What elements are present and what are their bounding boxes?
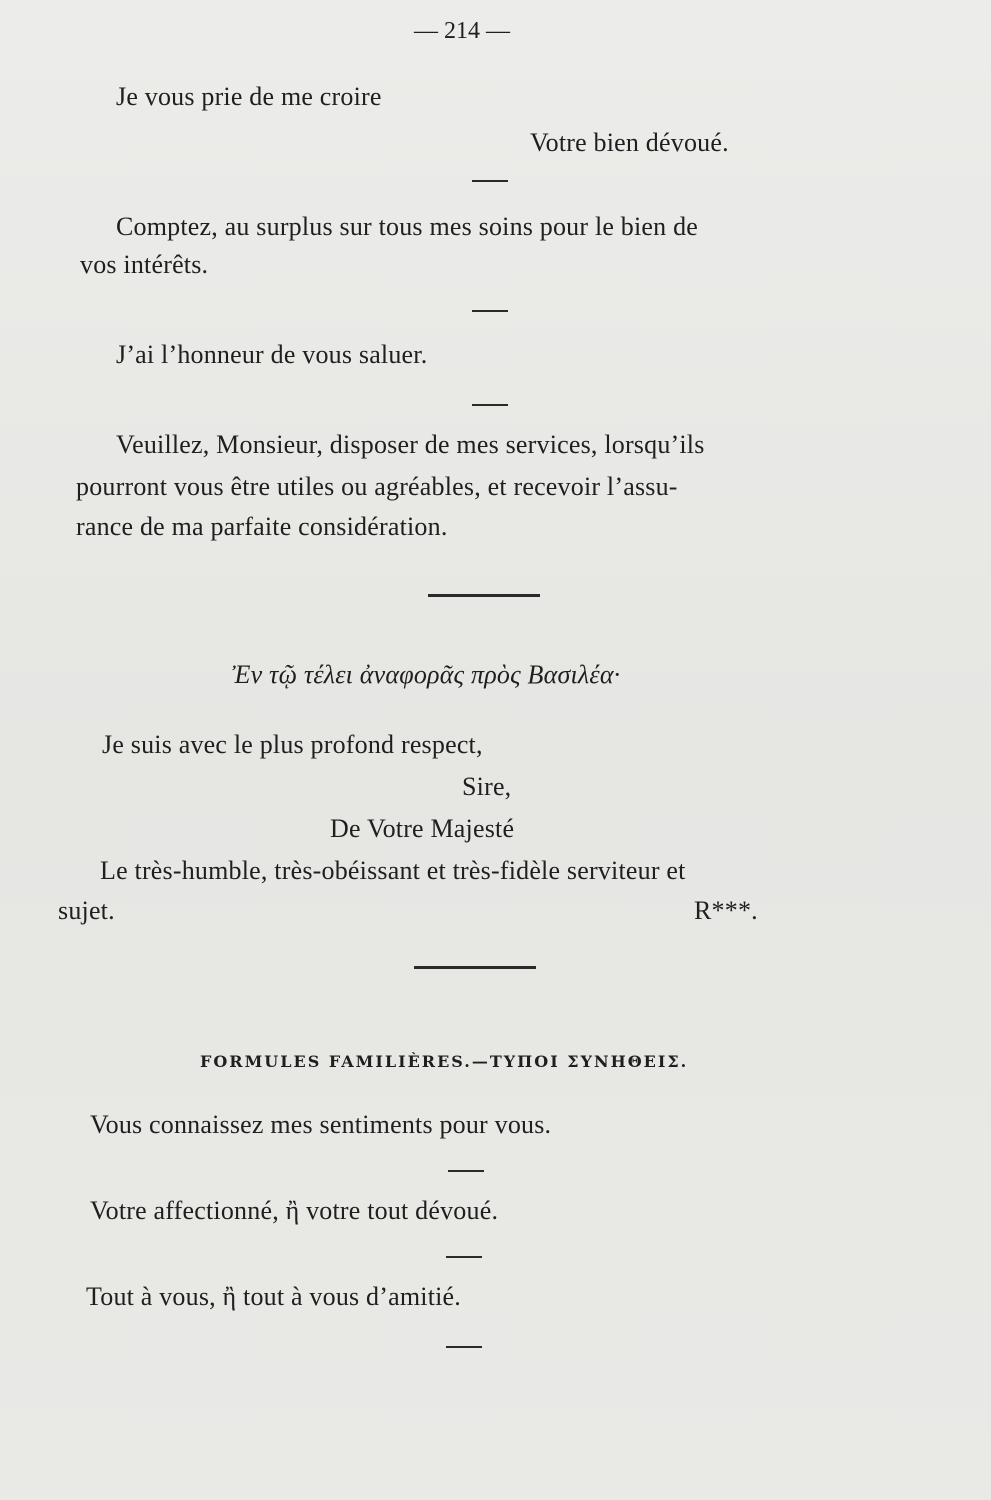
page-number: — 214 —	[414, 18, 510, 44]
closing-line: Je vous prie de me croire	[116, 82, 382, 111]
separator-dash	[446, 1256, 482, 1258]
separator-dash	[472, 180, 508, 182]
paragraph-line: J’ai l’honneur de vous saluer.	[116, 340, 428, 369]
paragraph-line: vos intérêts.	[80, 250, 209, 279]
paragraph-line: pourront vous être utiles ou agréables, et recevoir l’assu-	[76, 472, 678, 501]
paragraph-line: rance de ma parfaite considération.	[76, 512, 448, 541]
signature-initial: R***.	[694, 896, 758, 925]
familiar-line: Votre affectionné, ἢ votre tout dévoué.	[90, 1196, 499, 1225]
royal-closing-line: sujet.	[58, 896, 115, 925]
section-rule	[414, 966, 536, 969]
paragraph-line: Comptez, au surplus sur tous mes soins pour le bien de	[116, 212, 699, 241]
section-rule	[428, 594, 540, 597]
familiar-heading: FORMULES FAMILIÈRES.—ΤΥΠΟΙ ΣΥΝΗΘΕΙΣ.	[200, 1052, 689, 1071]
familiar-line: Vous connaissez mes sentiments pour vous.	[90, 1110, 552, 1139]
familiar-line: Tout à vous, ἢ tout à vous d’amitié.	[86, 1282, 461, 1311]
separator-dash	[448, 1170, 484, 1172]
paragraph-line: Veuillez, Monsieur, disposer de mes services, lorsqu’ils	[116, 430, 705, 459]
royal-closing-line: Sire,	[462, 772, 512, 801]
separator-dash	[472, 404, 508, 406]
separator-dash	[446, 1346, 482, 1348]
royal-closing-line: Le très-humble, très-obéissant et très-fidèle serviteur et	[100, 856, 686, 885]
closing-signature-line: Votre bien dévoué.	[530, 128, 729, 157]
greek-heading: Ἐν τῷ τέλει ἀναφορᾶς πρὸς Βασιλέα·	[232, 660, 621, 689]
royal-closing-line: Je suis avec le plus profond respect,	[102, 730, 483, 759]
separator-dash	[472, 310, 508, 312]
royal-closing-line: De Votre Majesté	[330, 814, 515, 843]
